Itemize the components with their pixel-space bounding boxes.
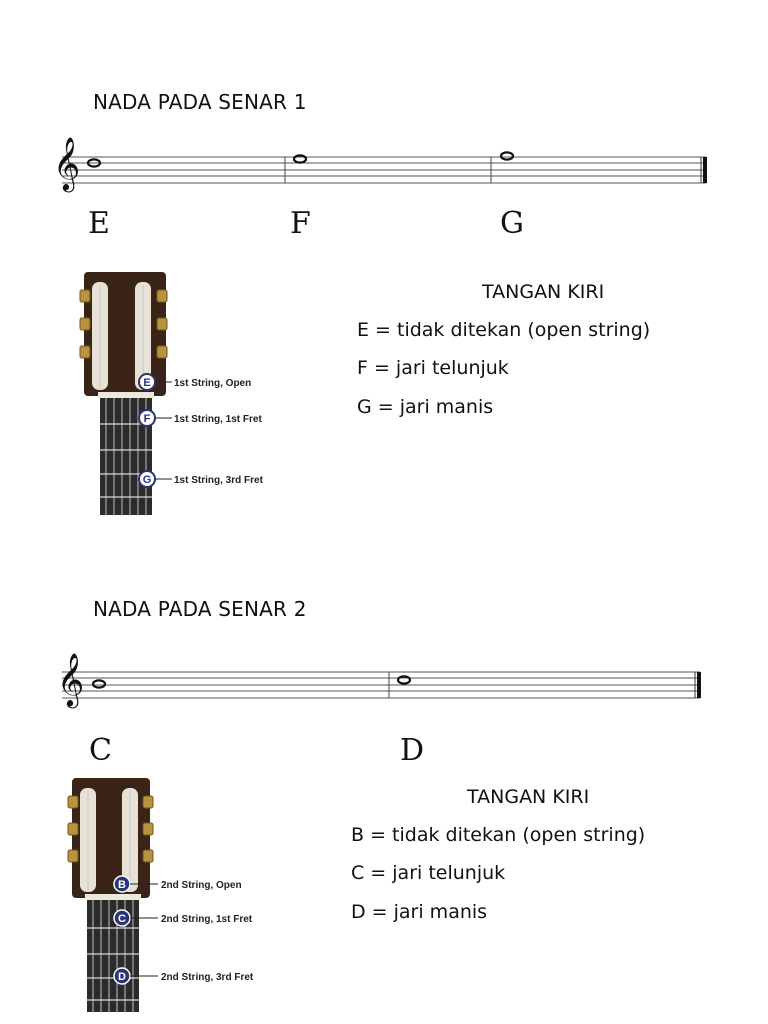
- left-hand-title: TANGAN KIRI: [482, 281, 605, 303]
- left-hand-line: B = tidak ditekan (open string): [351, 824, 646, 846]
- badge-letter: F: [143, 413, 151, 425]
- note-label: D: [400, 733, 425, 768]
- left-hand-line: F = jari telunjuk: [357, 357, 509, 379]
- badge-letter: D: [118, 971, 126, 983]
- treble-clef-icon: 𝄞: [57, 652, 85, 706]
- diagram-label: 1st String, 3rd Fret: [174, 475, 263, 486]
- left-hand-line: C = jari telunjuk: [351, 862, 506, 884]
- note-label: F: [290, 206, 311, 241]
- badge-letter: B: [118, 879, 126, 891]
- badge-letter: C: [118, 913, 126, 925]
- left-hand-title: TANGAN KIRI: [467, 786, 590, 808]
- diagram-label: 2nd String, 1st Fret: [161, 914, 253, 925]
- left-hand-line: E = tidak ditekan (open string): [357, 319, 651, 341]
- diagram-label: 2nd String, 3rd Fret: [161, 972, 254, 983]
- badge-letter: G: [142, 474, 152, 486]
- diagram-label: 2nd String, Open: [161, 880, 242, 891]
- note-label: E: [88, 206, 110, 241]
- section-2-title: NADA PADA SENAR 2: [93, 597, 307, 621]
- diagram-label: 1st String, Open: [174, 378, 252, 389]
- diagram-label: 1st String, 1st Fret: [174, 414, 262, 425]
- treble-clef-icon: 𝄞: [53, 136, 81, 190]
- badge-letter: E: [143, 377, 151, 389]
- left-hand-line: G = jari manis: [357, 396, 494, 418]
- note-label: G: [500, 206, 524, 241]
- note-label: C: [89, 733, 112, 768]
- left-hand-line: D = jari manis: [351, 901, 488, 923]
- section-1-title: NADA PADA SENAR 1: [93, 90, 307, 114]
